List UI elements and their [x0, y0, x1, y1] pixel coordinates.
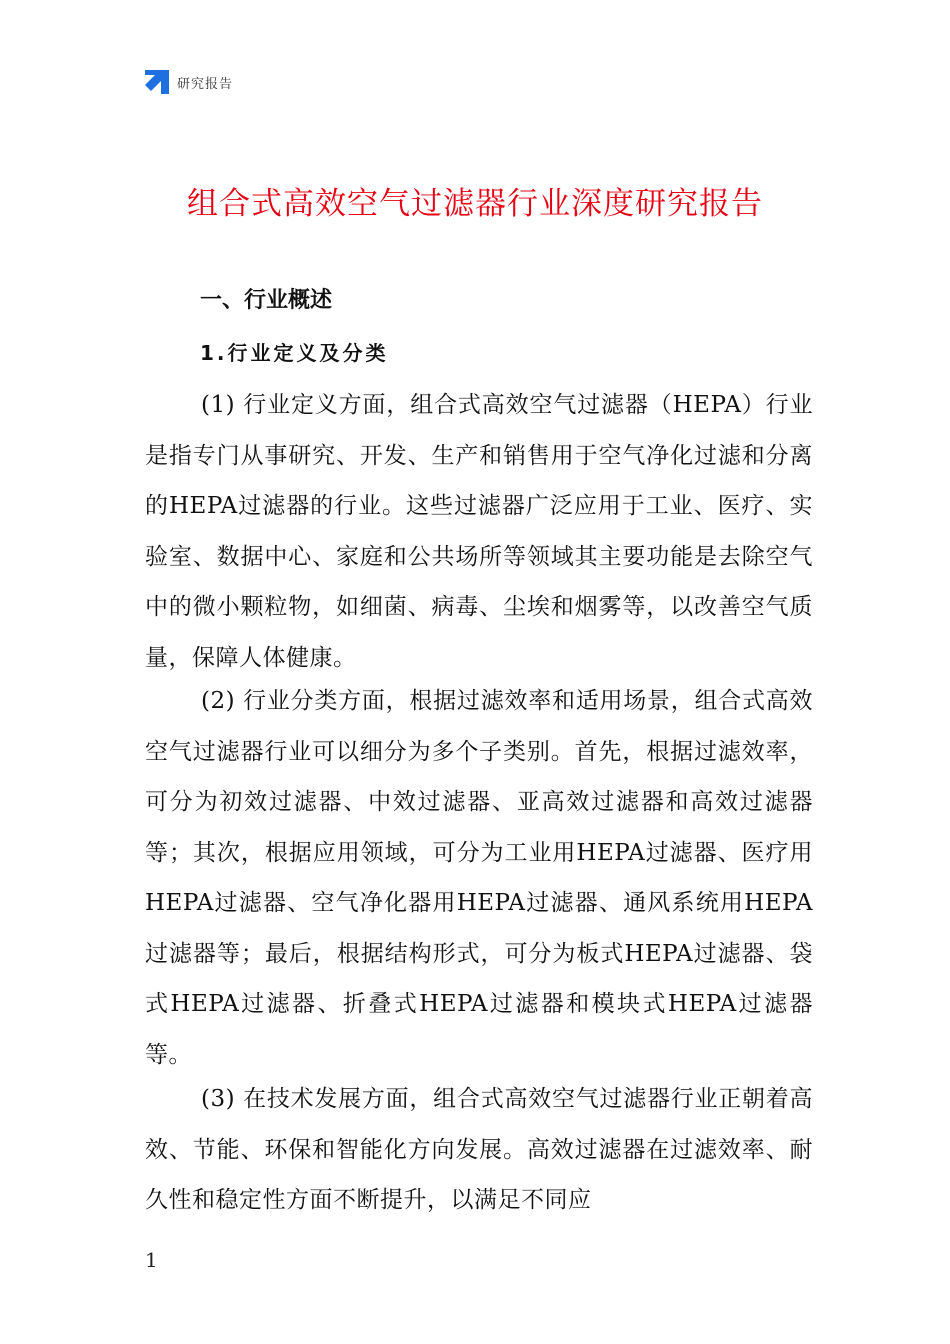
header-label: 研究报告 — [177, 76, 234, 92]
page-number: 1 — [145, 1248, 158, 1272]
paragraph-classification: (2) 行业分类方面，根据过滤效率和适用场景，组合式高效空气过滤器行业可以细分为多个子类别。首先，根据过滤效率，可分为初效过滤器、中效过滤器、亚高效过滤器和高效过滤器等；其次，根据应用领域，可分为工业用HEPA过滤器、医疗用HEPA过滤器、空气净化器用HEPA过滤器、通风系统用HEPA过滤器等；最后，根据结构形式，可分为板式HEPA过滤器、袋式HEPA过滤器、折叠式HEPA过滤器和模块式HEPA过滤器等。 — [145, 688, 813, 1068]
paragraph-technology: (3) 在技术发展方面，组合式高效空气过滤器行业正朝着高效、节能、环保和智能化方向发展。高效过滤器在过滤效率、耐久性和稳定性方面不断提升，以满足不同应 — [145, 1086, 813, 1213]
section-heading: 一、行业概述 — [200, 288, 333, 313]
paragraph-definition: (1) 行业定义方面，组合式高效空气过滤器（HEPA）行业是指专门从事研究、开发、生产和销售用于空气净化过滤和分离的HEPA过滤器的行业。这些过滤器广泛应用于工业、医疗、实验室、数据中心、家庭和公共场所等领域其主要功能是去除空气中的微小颗粒物，如细菌、病毒、尘埃和烟雾等，以改善空气质量，保障人体健康。 — [145, 392, 813, 671]
sub-heading: 1.行业定义及分类 — [200, 341, 389, 365]
arrow-up-right-logo-icon — [145, 70, 169, 94]
document-title: 组合式高效空气过滤器行业深度研究报告 — [187, 186, 763, 222]
page-header — [145, 70, 233, 94]
